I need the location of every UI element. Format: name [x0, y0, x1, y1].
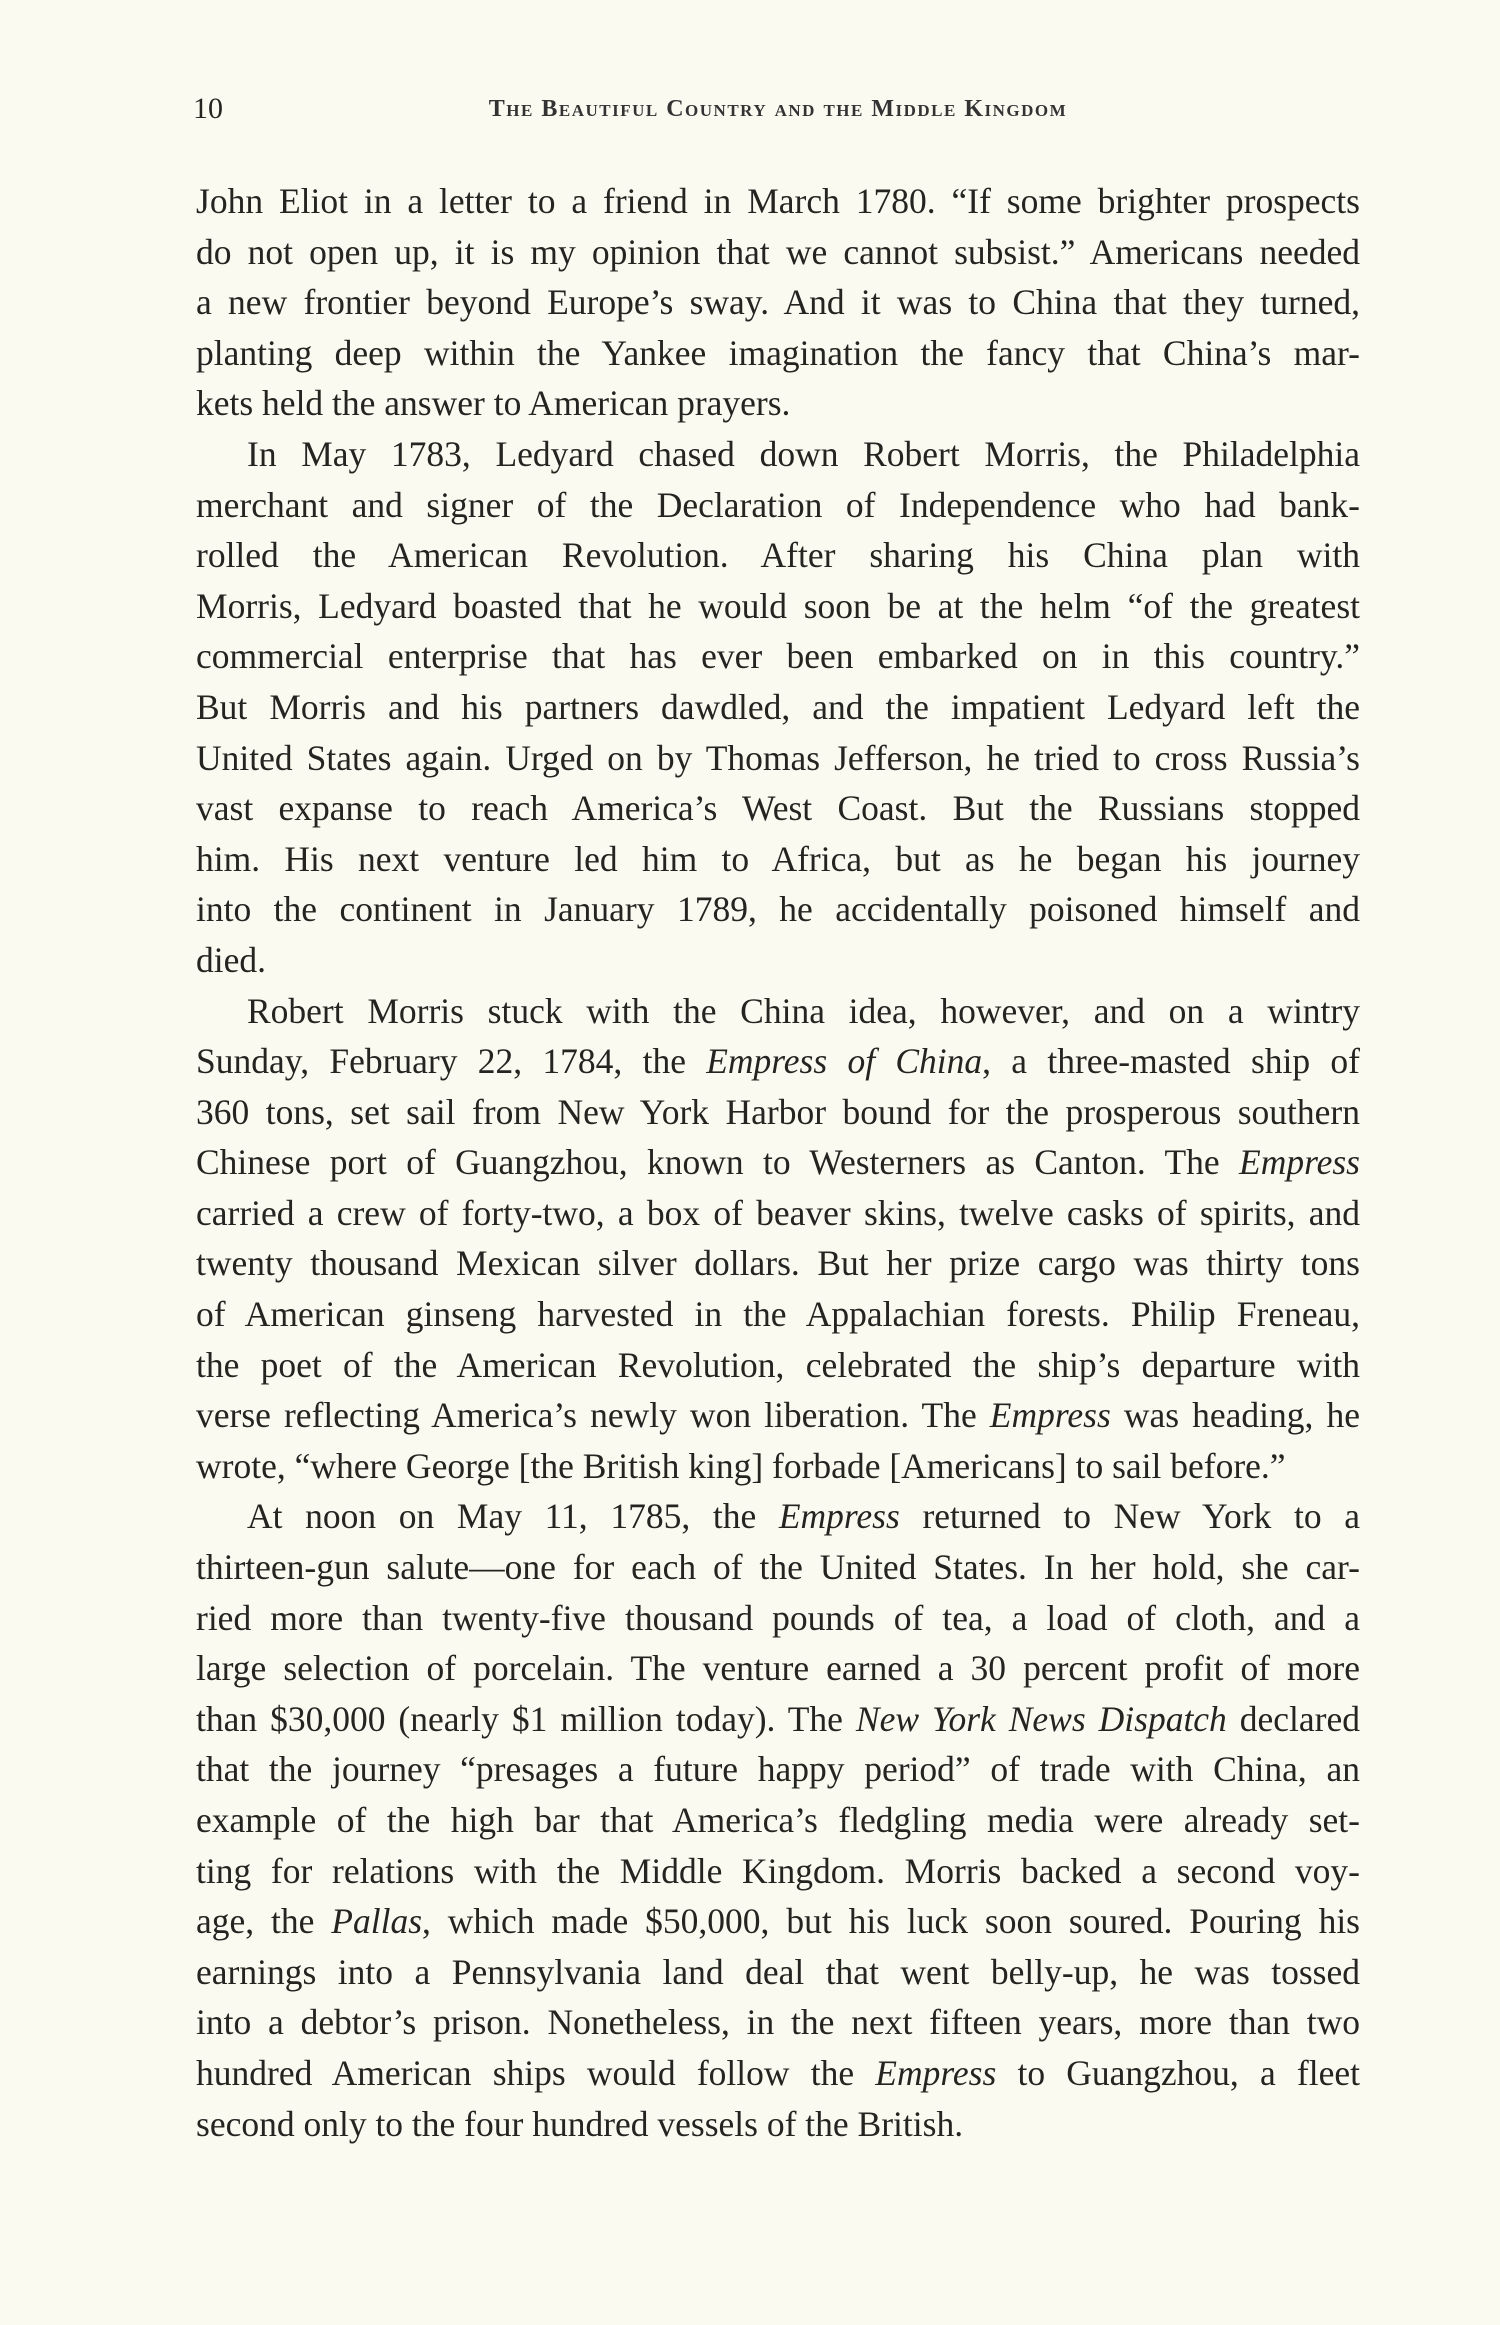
text-line — [196, 1340, 1360, 1391]
text-line — [196, 176, 1360, 227]
text-line — [196, 986, 1360, 1037]
text-run: merchant and signer of the Declaration of Independence who had bank- — [196, 484, 1360, 525]
text-line — [196, 733, 1360, 784]
text-run: vast expanse to reach America’s West Coast. But the Russians stopped — [196, 788, 1360, 829]
text-run: of American ginseng harvested in the Appalachian forests. Philip Freneau, — [196, 1294, 1360, 1335]
text-run: example of the high bar that America’s fledgling media were already set- — [196, 1800, 1360, 1840]
text-run: , a three-masted ship of — [982, 1041, 1360, 1082]
text-line — [196, 429, 1360, 480]
text-run: second only to the four hundred vessels of the British. — [196, 2103, 964, 2144]
text-line — [196, 682, 1360, 733]
text-line — [196, 1238, 1360, 1289]
text-run: into the continent in January 1789, he accidentally poisoned himself and — [196, 889, 1360, 930]
text-line — [196, 1593, 1360, 1644]
text-run: United States again. Urged on by Thomas Jefferson, he tried to cross Russia’s — [196, 737, 1360, 778]
paragraph — [196, 429, 1360, 986]
italic-title: New York News Dispatch — [855, 1698, 1227, 1739]
text-run: do not open up, it is my opinion that we cannot subsist.” Americans needed — [196, 231, 1360, 272]
text-line — [196, 1441, 1360, 1492]
running-header — [193, 92, 1363, 132]
text-run: was heading, he — [1110, 1395, 1360, 1436]
text-run: to Guangzhou, a fleet — [996, 2052, 1360, 2093]
text-run: In May 1783, Ledyard chased down Robert Morris, the Philadelphia — [247, 433, 1360, 474]
text-run: the poet of the American Revolution, celebrated the ship’s departure with — [196, 1344, 1360, 1385]
running-title: The Beautiful Country and the Middle Kingdom — [488, 96, 1068, 122]
text-run: thirteen-gun salute—one for each of the United States. In her hold, she car- — [196, 1547, 1360, 1588]
text-line — [196, 1846, 1360, 1897]
paragraph — [196, 986, 1360, 1492]
text-run: Chinese port of Guangzhou, known to Westerners as Canton. The — [196, 1142, 1240, 1183]
text-run: Morris, Ledyard boasted that he would soon be at the helm “of the greatest — [196, 585, 1360, 626]
italic-title: Empress — [875, 2052, 997, 2093]
text-run: ting for relations with the Middle Kingdom. Morris backed a second voy- — [196, 1850, 1360, 1891]
text-run: rolled the American Revolution. After sharing his China plan with — [196, 535, 1360, 576]
text-run: twenty thousand Mexican silver dollars. But her prize cargo was thirty tons — [196, 1243, 1360, 1284]
text-line — [196, 1491, 1360, 1542]
text-line — [196, 530, 1360, 581]
text-run: died. — [196, 939, 266, 980]
text-line — [196, 631, 1360, 682]
text-run: hundred American ships would follow the — [196, 2052, 876, 2093]
text-run: kets held the answer to American prayers. — [196, 383, 791, 424]
text-line — [196, 1289, 1360, 1340]
text-run: But Morris and his partners dawdled, and the impatient Ledyard left the — [196, 686, 1360, 727]
text-run: At noon on May 11, 1785, the — [247, 1496, 779, 1537]
body-text — [196, 176, 1360, 2149]
text-line — [196, 884, 1360, 935]
text-line — [196, 2048, 1360, 2099]
text-run: planting deep within the Yankee imagination the fancy that China’s mar- — [196, 332, 1360, 373]
text-line — [196, 1795, 1360, 1846]
text-line — [196, 1947, 1360, 1998]
text-line — [196, 1137, 1360, 1188]
page-number: 10 — [193, 92, 223, 125]
text-run: Robert Morris stuck with the China idea, however, and on a wintry — [247, 990, 1360, 1031]
text-run: John Eliot in a letter to a friend in March 1780. “If some brighter prospects — [196, 181, 1360, 221]
text-line — [196, 1390, 1360, 1441]
text-run: into a debtor’s prison. Nonetheless, in the next fifteen years, more than two — [196, 2002, 1360, 2043]
italic-title: Empress of China — [706, 1041, 983, 1082]
italic-title: Empress — [778, 1496, 900, 1537]
text-line — [196, 1643, 1360, 1694]
text-run: returned to New York to a — [899, 1496, 1360, 1537]
text-run: large selection of porcelain. The venture earned a 30 percent profit of more — [196, 1648, 1360, 1689]
text-run: earnings into a Pennsylvania land deal that went belly-up, he was tossed — [196, 1951, 1360, 1992]
text-run: , which made $50,000, but his luck soon soured. Pouring his — [422, 1901, 1360, 1942]
text-line — [196, 1744, 1360, 1795]
text-line — [196, 277, 1360, 328]
text-line — [196, 480, 1360, 531]
text-run: that the journey “presages a future happy period” of trade with China, an — [196, 1749, 1360, 1790]
text-line — [196, 227, 1360, 278]
paragraph — [196, 176, 1360, 429]
text-line — [196, 1997, 1360, 2048]
text-line — [196, 935, 1360, 986]
italic-title: Empress — [1239, 1142, 1360, 1183]
text-run: him. His next venture led him to Africa, but as he began his journey — [196, 838, 1360, 879]
text-run: ried more than twenty-five thousand pounds of tea, a load of cloth, and a — [196, 1597, 1360, 1638]
paragraph — [196, 1491, 1360, 2149]
text-line — [196, 1036, 1360, 1087]
text-line — [196, 834, 1360, 885]
text-line — [196, 783, 1360, 834]
text-line — [196, 1087, 1360, 1138]
text-line — [196, 581, 1360, 632]
text-run: 360 tons, set sail from New York Harbor bound for the prosperous southern — [196, 1091, 1360, 1132]
text-line — [196, 378, 1360, 429]
text-run: declared — [1226, 1698, 1360, 1739]
text-line — [196, 1694, 1360, 1745]
text-run: carried a crew of forty-two, a box of beaver skins, twelve casks of spirits, and — [196, 1192, 1360, 1233]
italic-title: Pallas — [331, 1901, 423, 1942]
italic-title: Empress — [989, 1395, 1111, 1436]
text-run: than $30,000 (nearly $1 million today). The — [196, 1698, 856, 1739]
text-line — [196, 328, 1360, 379]
text-run: wrote, “where George [the British king] forbade [Americans] to sail before.” — [196, 1445, 1286, 1486]
text-run: Sunday, February 22, 1784, the — [196, 1041, 707, 1082]
text-run: age, the — [196, 1901, 332, 1942]
text-run: commercial enterprise that has ever been embarked on in this country.” — [196, 636, 1360, 677]
text-line — [196, 1188, 1360, 1239]
text-line — [196, 1896, 1360, 1947]
text-line — [196, 1542, 1360, 1593]
text-line — [196, 2099, 1360, 2150]
text-run: a new frontier beyond Europe’s sway. And it was to China that they turned, — [196, 282, 1360, 323]
text-run: verse reflecting America’s newly won liberation. The — [196, 1395, 990, 1436]
